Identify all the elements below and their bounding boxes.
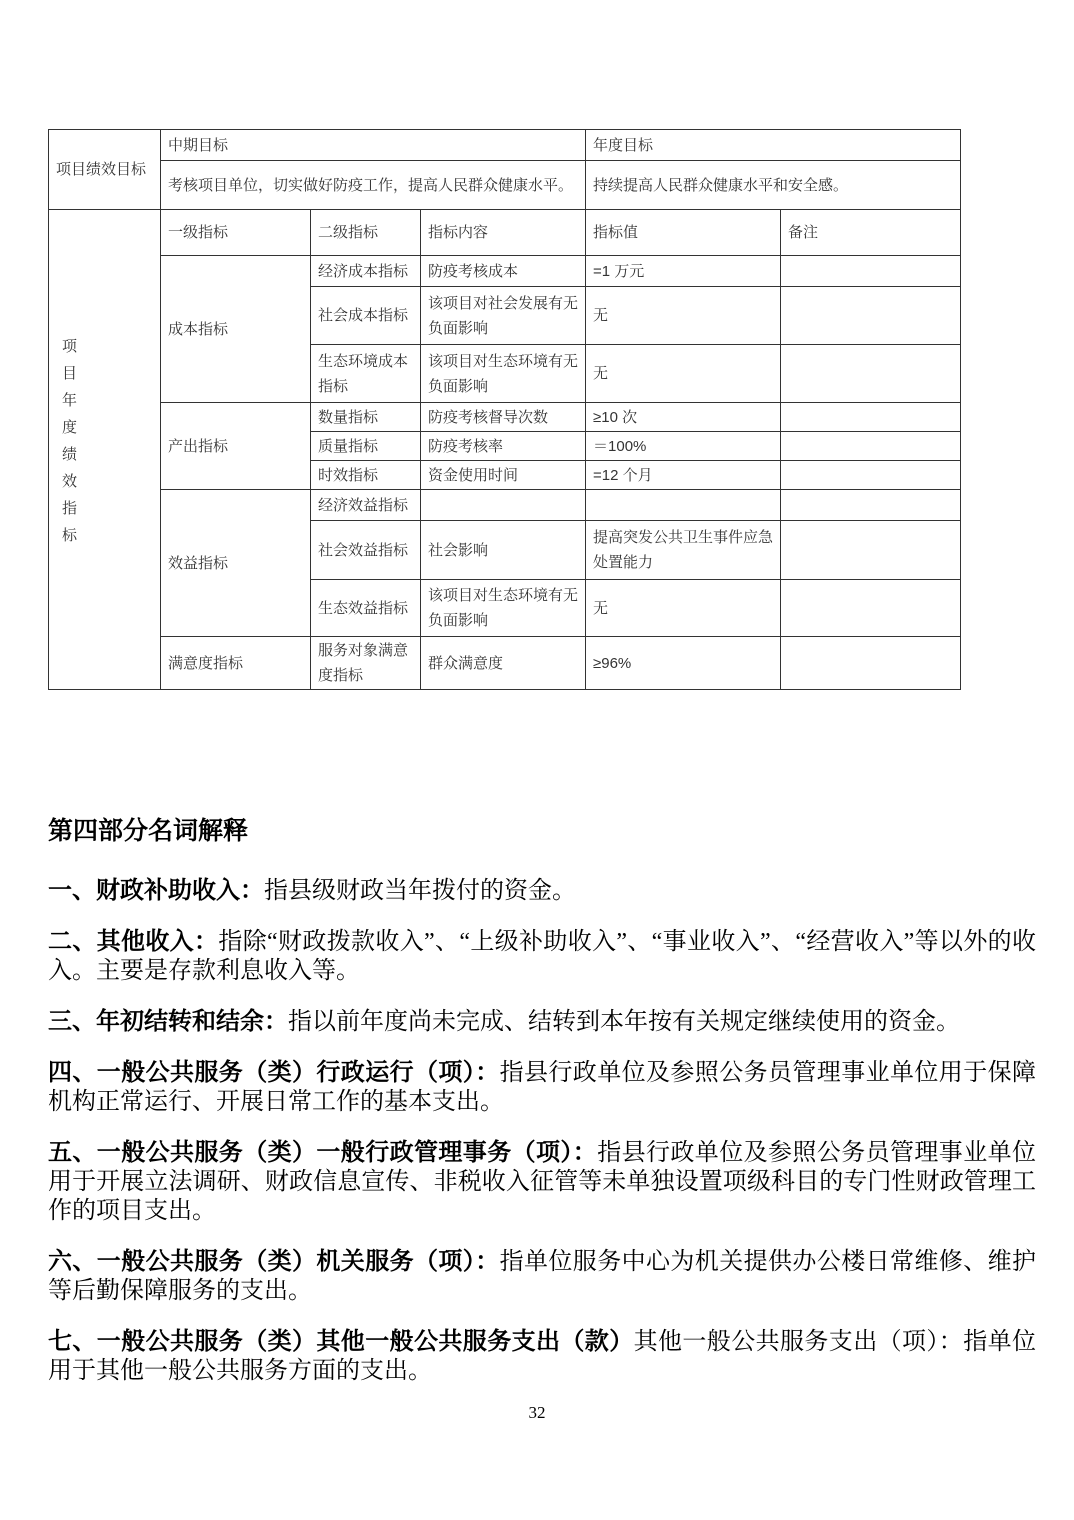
term-lead: 六、一般公共服务（类）机关服务（项）： <box>48 1249 500 1275</box>
cell-value: 无 <box>586 287 781 345</box>
cell-value: ≥10 次 <box>586 403 781 432</box>
cell-annual-label: 年度目标 <box>586 130 961 161</box>
cell-content: 防疫考核成本 <box>421 256 586 287</box>
term-body: 指县行政单位及参照公务员管理事业单位用于开展立法调研、财政信息宣传、非税收入征管等未单独设置项级科目的专门性财政管理工作的项目支出。 <box>48 1140 1037 1224</box>
table-row <box>49 637 961 690</box>
term-lead: 七、一般公共服务（类）其他一般公共服务支出（款） <box>48 1329 634 1355</box>
cell-level1: 效益指标 <box>161 490 311 637</box>
term-body: 指除“财政拨款收入”、“上级补助收入”、“事业收入”、“经营收入”等以外的收入。主要是存款利息收入等。 <box>48 929 1037 984</box>
cell-note <box>781 345 961 403</box>
cell-content <box>421 490 586 521</box>
cell-mid-term-goal: 考核项目单位，切实做好防疫工作，提高人民群众健康水平。 <box>161 161 586 210</box>
cell-level2: 时效指标 <box>311 461 421 490</box>
column-header-level2: 二级指标 <box>311 210 421 256</box>
cell-value: ＝100% <box>586 432 781 461</box>
term-body: 指以前年度尚未完成、结转到本年按有关规定继续使用的资金。 <box>288 1009 960 1035</box>
cell-content: 社会影响 <box>421 521 586 580</box>
term-lead: 五、一般公共服务（类）一般行政管理事务（项）： <box>48 1140 598 1166</box>
cell-note <box>781 461 961 490</box>
cell-content: 群众满意度 <box>421 637 586 690</box>
vertical-label-text: 项目年度绩效指标 <box>60 337 77 554</box>
table-row <box>49 256 961 287</box>
cell-note <box>781 256 961 287</box>
cell-level2: 质量指标 <box>311 432 421 461</box>
cell-content: 防疫考核督导次数 <box>421 403 586 432</box>
terms-section <box>48 818 1036 1408</box>
cell-note <box>781 521 961 580</box>
cell-level2: 经济成本指标 <box>311 256 421 287</box>
table-header-row <box>49 210 961 256</box>
cell-content: 该项目对社会发展有无负面影响 <box>421 287 586 345</box>
cell-value: =1 万元 <box>586 256 781 287</box>
column-header-value: 指标值 <box>586 210 781 256</box>
column-header-level1: 一级指标 <box>161 210 311 256</box>
cell-note <box>781 287 961 345</box>
term-item <box>48 928 1036 986</box>
column-header-note: 备注 <box>781 210 961 256</box>
term-item <box>48 1248 1036 1306</box>
term-body: 指县行政单位及参照公务员管理事业单位用于保障机构正常运行、开展日常工作的基本支出。 <box>48 1060 1037 1115</box>
cell-note <box>781 403 961 432</box>
term-body: 指县级财政当年拨付的资金。 <box>264 878 576 904</box>
cell-vertical-label <box>49 210 161 690</box>
cell-note <box>781 432 961 461</box>
term-item <box>48 1059 1036 1117</box>
term-item <box>48 877 1036 906</box>
cell-value: 无 <box>586 345 781 403</box>
cell-note <box>781 490 961 521</box>
cell-level1: 成本指标 <box>161 256 311 403</box>
cell-value: ≥96% <box>586 637 781 690</box>
cell-content: 该项目对生态环境有无负面影响 <box>421 580 586 637</box>
cell-level2: 社会效益指标 <box>311 521 421 580</box>
cell-content: 该项目对生态环境有无负面影响 <box>421 345 586 403</box>
cell-value: 提高突发公共卫生事件应急处置能力 <box>586 521 781 580</box>
term-body: 指单位服务中心为机关提供办公楼日常维修、维护等后勤保障服务的支出。 <box>48 1249 1037 1304</box>
cell-content: 资金使用时间 <box>421 461 586 490</box>
cell-value: 无 <box>586 580 781 637</box>
cell-annual-goal: 持续提高人民群众健康水平和安全感。 <box>586 161 961 210</box>
cell-level2: 生态效益指标 <box>311 580 421 637</box>
cell-note <box>781 637 961 690</box>
cell-level2: 经济效益指标 <box>311 490 421 521</box>
cell-value <box>586 490 781 521</box>
term-lead: 三、年初结转和结余： <box>48 1009 288 1035</box>
term-item <box>48 1328 1036 1386</box>
table-row <box>49 490 961 521</box>
term-item <box>48 1139 1036 1226</box>
table-row <box>49 161 961 210</box>
cell-mid-term-label: 中期目标 <box>161 130 586 161</box>
page-number: 32 <box>528 1403 546 1422</box>
cell-level1: 满意度指标 <box>161 637 311 690</box>
term-item <box>48 1008 1036 1037</box>
term-lead: 四、一般公共服务（类）行政运行（项）： <box>48 1060 500 1086</box>
cell-level2: 生态环境成本指标 <box>311 345 421 403</box>
term-lead: 二、其他收入： <box>48 929 219 955</box>
cell-level2: 数量指标 <box>311 403 421 432</box>
cell-level2: 社会成本指标 <box>311 287 421 345</box>
cell-level2: 服务对象满意度指标 <box>311 637 421 690</box>
column-header-content: 指标内容 <box>421 210 586 256</box>
section-title: 第四部分名词解释 <box>48 818 249 845</box>
performance-table <box>48 129 961 690</box>
cell-level1: 产出指标 <box>161 403 311 490</box>
cell-note <box>781 580 961 637</box>
table-row <box>49 403 961 432</box>
cell-performance-goal-label: 项目绩效目标 <box>49 130 161 210</box>
table-row <box>49 130 961 161</box>
cell-value: =12 个月 <box>586 461 781 490</box>
term-lead: 一、财政补助收入： <box>48 878 264 904</box>
cell-content: 防疫考核率 <box>421 432 586 461</box>
term-body: 其他一般公共服务支出（项）：指单位用于其他一般公共服务方面的支出。 <box>48 1329 1037 1384</box>
